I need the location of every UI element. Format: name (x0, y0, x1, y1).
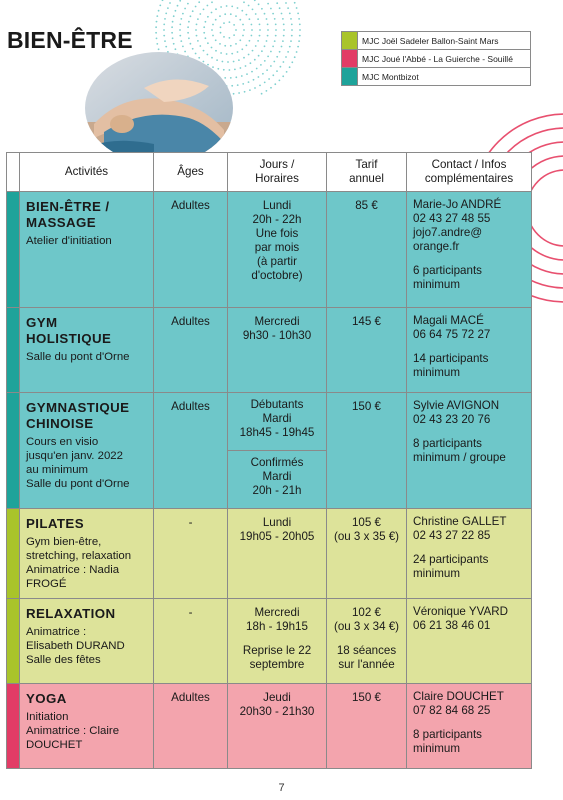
row-color-marker (7, 393, 20, 509)
activity-cell: PILATES Gym bien-être, stretching, relaxation Animatrice : Nadia FROGÉ (20, 509, 154, 599)
tarif-cell: 145 € (327, 308, 407, 393)
contact-cell: Claire DOUCHET 07 82 84 68 25 8 participants minimum (407, 684, 532, 769)
activity-title: YOGA (26, 691, 67, 706)
activity-cell: GYM HOLISTIQUE Salle du pont d'Orne (20, 308, 154, 393)
ages-cell: Adultes (154, 308, 228, 393)
tarif-cell: 150 € (327, 393, 407, 509)
header-jours-horaires: Jours / Horaires (228, 153, 327, 192)
ages-cell: Adultes (154, 684, 228, 769)
row-color-marker (7, 684, 20, 769)
header-activites: Activités (20, 153, 154, 192)
header-tarif: Tarif annuel (327, 153, 407, 192)
mjc-legend (341, 31, 531, 86)
contact-cell: Magali MACÉ 06 64 75 72 27 14 participants minimum (407, 308, 532, 393)
schedule-cell-debutants: Débutants Mardi 18h45 - 19h45 (228, 393, 327, 451)
schedule-cell: Jeudi 20h30 - 21h30 (228, 684, 327, 769)
activities-table (6, 152, 532, 769)
row-color-marker (7, 308, 20, 393)
header-edge (7, 153, 20, 192)
row-color-marker (7, 509, 20, 599)
activity-cell: GYMNASTIQUE CHINOISE Cours en visio jusqu'en janv. 2022 au minimum Salle du pont d'Orne (20, 393, 154, 509)
contact-cell: Sylvie AVIGNON 02 43 23 20 76 8 participants minimum / groupe (407, 393, 532, 509)
table-header-row (7, 153, 532, 192)
table-row-gym-holistique (7, 308, 532, 393)
schedule-cell: Lundi 20h - 22h Une fois par mois (à partir d'octobre) (228, 192, 327, 308)
tarif-cell: 150 € (327, 684, 407, 769)
table-row-yoga (7, 684, 532, 769)
activity-cell: BIEN-ÊTRE / MASSAGE Atelier d'initiation (20, 192, 154, 308)
legend-item (342, 32, 531, 50)
tarif-cell: 102 € (ou 3 x 34 €) 18 séances sur l'année (327, 599, 407, 684)
tarif-cell: 105 € (ou 3 x 35 €) (327, 509, 407, 599)
table-row-bien-etre (7, 192, 532, 308)
ages-cell: - (154, 509, 228, 599)
contact-cell: Christine GALLET 02 43 27 22 85 24 participants minimum (407, 509, 532, 599)
activity-title: GYM HOLISTIQUE (26, 315, 112, 346)
legend-label: MJC Joël Sadeler Ballon-Saint Mars (358, 32, 531, 50)
header-ages: Âges (154, 153, 228, 192)
page-number: 7 (278, 782, 285, 794)
legend-swatch-lime (342, 32, 358, 50)
ages-cell: Adultes (154, 192, 228, 308)
yoga-photo (84, 52, 234, 168)
activity-cell: RELAXATION Animatrice : Elisabeth DURAND Salle des fêtes (20, 599, 154, 684)
row-color-marker (7, 599, 20, 684)
schedule-cell: Mercredi 18h - 19h15 Reprise le 22 septembre (228, 599, 327, 684)
legend-item (342, 68, 531, 86)
contact-cell: Véronique YVARD 06 21 38 46 01 (407, 599, 532, 684)
table-row-gymnastique-chinoise (7, 393, 532, 451)
activity-title: GYMNASTIQUE CHINOISE (26, 400, 130, 431)
header-contact: Contact / Infos complémentaires (407, 153, 532, 192)
legend-label: MJC Montbizot (358, 68, 531, 86)
row-color-marker (7, 192, 20, 308)
activity-title: BIEN-ÊTRE / MASSAGE (26, 199, 110, 230)
activity-cell: YOGA Initiation Animatrice : Claire DOUCHET (20, 684, 154, 769)
page-title: BIEN-ÊTRE (7, 27, 133, 53)
activity-title: PILATES (26, 516, 84, 531)
activity-title: RELAXATION (26, 606, 116, 621)
table-row-pilates (7, 509, 532, 599)
legend-swatch-pink (342, 50, 358, 68)
legend-swatch-teal (342, 68, 358, 86)
ages-cell: - (154, 599, 228, 684)
legend-label: MJC Joué l'Abbé - La Guierche - Souillé (358, 50, 531, 68)
legend-item (342, 50, 531, 68)
ages-cell: Adultes (154, 393, 228, 509)
contact-cell: Marie-Jo ANDRÉ 02 43 27 48 55 jojo7.andre@ orange.fr 6 participants minimum (407, 192, 532, 308)
table-row-relaxation (7, 599, 532, 684)
schedule-cell: Mercredi 9h30 - 10h30 (228, 308, 327, 393)
schedule-cell-confirmes: Confirmés Mardi 20h - 21h (228, 451, 327, 509)
tarif-cell: 85 € (327, 192, 407, 308)
schedule-cell: Lundi 19h05 - 20h05 (228, 509, 327, 599)
